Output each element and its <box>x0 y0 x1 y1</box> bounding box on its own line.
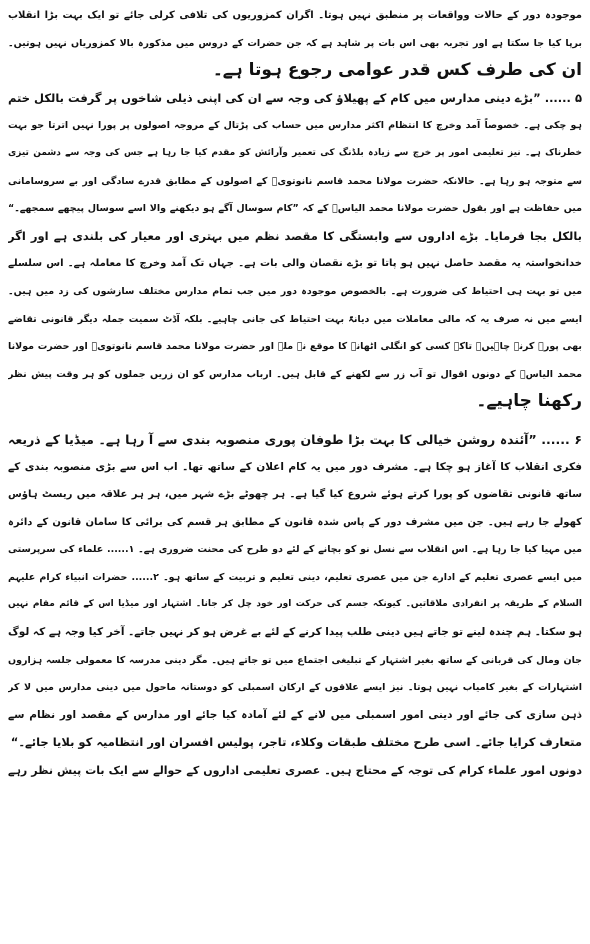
paragraph-closing <box>8 757 582 785</box>
text-line: جان ومال کی قربانی کے ساتھ بغیر اشتہار کے تبلیغی اجتماع میں تو جاتے ہیں۔ مگر دینی مدرسہ کا معمولی جلسہ ہزاروں <box>8 654 582 666</box>
paragraph-item-5 <box>8 85 582 416</box>
text-line: خطرناک ہے۔ نیز تعلیمی امور پر خرچ سے زیادہ بلڈنگ کی تعمیر وآرائش کو مقدم کیا جا رہا ہے جس کی وجہ سے دشمن تیزی <box>8 147 582 158</box>
text-line: میں تو بہت ہی احتیاط کی ضرورت ہے۔ بالخصوص موجودہ دور میں جب تمام مدارس مختلف سازشوں کی زد میں ہیں۔ <box>8 285 582 297</box>
text-line: محمد الیاسؒ کے دونوں اقوال تو آب زر سے لکھنے کے قابل ہیں۔ ارباب مدارس کو ان زریں جملوں کو ہر وقت پیش نظر <box>8 368 582 380</box>
text-line: رکھنا چاہیے۔ <box>476 391 582 412</box>
text-line: ۵ ...... ”بڑے دینی مدارس میں کام کے پھیلاؤ کی وجہ سے ان کی اپنی ذیلی شاخوں پر گرفت بالکل ختم <box>8 90 582 105</box>
text-line: ہو سکتا۔ ہم چندہ لینے تو جاتے ہیں دینی طلب پیدا کرنے کے لئے بے غرض ہو کر نہیں جاتے۔ آخر کیا وجہ ہے کہ لوگ <box>8 626 582 639</box>
text-line: میں ایسے عصری تعلیم کے ادارے جن میں عصری تعلیم، دینی تعلیم و تربیت کے ساتھ ہو۔ ۲...... حضرات انبیاء کرام علیہم <box>8 571 582 583</box>
text-line: متعارف کرایا جائے۔ اسی طرح مختلف طبقات وکلاء، تاجر، پولیس افسران اور انتظامیہ کو بلایا جائے۔“ <box>10 735 582 750</box>
text-line: خدانخواستہ یہ مقصد حاصل نہیں ہو پاتا تو بڑے نقصان والی بات ہے۔ جہاں تک آمد وخرچ کا معاملہ ہے۔ اس سلسلے <box>8 258 582 270</box>
text-line: بھی پورے کرنے چاہیں۔ تاکہ کسی کو انگلی اٹھانے کا موقع نہ ملے اور حضرت مولانا محمد قاسم نانوتویؒ اور حضرت مولانا <box>8 341 582 353</box>
text-line: ان کی طرف کس قدر عوامی رجوع ہوتا ہے۔ <box>212 60 582 81</box>
text-line: موجودہ دور کے حالات وواقعات پر منطبق نہیں ہوتا۔ اگران کمزوریوں کی تلافی کرلی جائے تو ایک بہت بڑا انقلاب <box>8 10 582 21</box>
text-line: میں مہیا کیا جا رہا ہے۔ اس انقلاب سے نسل نو کو بچانے کے لئے دو طرح کی محنت ضروری ہے۔ ۱...... علماء کی سرپرستی <box>8 544 582 556</box>
text-line: فکری انقلاب کا آغاز ہو چکا ہے۔ مشرف دور میں یہ کام اعلان کے ساتھ تھا۔ اب اس سے بڑی منصوبہ بندی کے <box>8 460 582 473</box>
text-line: ذہن سازی کی جائے اور دینی امور اسمبلی میں لانے کے لئے آمادہ کیا جائے اور مدارس کے مقصد اور نظام سے <box>8 708 582 721</box>
text-line: برپا کیا جا سکتا ہے اور تجربہ بھی اس بات پر شاہد ہے کہ جن حضرات کے دروس میں مذکورہ بالا کمزوریاں نہیں ہوتیں۔ <box>8 37 582 49</box>
text-line: کھولے جا رہے ہیں۔ جن میں مشرف دور کے پاس شدہ قانون کے مطابق ہر قسم کی برائی کا سامان قانون کے دائرہ <box>8 516 582 528</box>
paragraph-item-6 <box>8 426 582 757</box>
text-line: دونوں امور علماء کرام کی توجہ کے محتاج ہیں۔ عصری تعلیمی اداروں کے حوالے سے ایک بات پیش نظر رہے <box>8 764 582 778</box>
text-line: ایسے میں نہ صرف یہ کہ مالی معاملات میں دیانۃً بہت احتیاط کی جانی چاہیے۔ بلکہ آڈٹ سمیت جملہ دیگر قانونی تقاضے <box>8 313 582 325</box>
text-line: اشتہارات کے بغیر کامیاب نہیں ہوتا۔ نیز ایسے علاقوں کے ارکان اسمبلی کو دوستانہ ماحول میں دینی مدارس میں لا کر <box>8 682 582 694</box>
text-line: سے متوجہ ہو رہا ہے۔ حالانکہ حضرت مولانا محمد قاسم نانوتویؒ کے اصولوں کے مطابق قدرے سادگی اور بے سروسامانی <box>8 175 582 187</box>
text-line: میں حفاظت ہے اور بقول حضرت مولانا محمد الیاسؒ کے کہ ”کام سوسال آگے ہو دیکھنے والا اسے سوسال پیچھے سمجھے۔“ <box>8 203 582 215</box>
text-line: ۶ ...... ”آئندہ روشن خیالی کا بہت بڑا طوفان پوری منصوبہ بندی سے آ رہا ہے۔ میڈیا کے ذریعہ <box>8 431 582 447</box>
text-line: ساتھ قانونی تقاضوں کو پورا کرتے ہوئے شروع کیا گیا ہے۔ ہر چھوٹے بڑے شہر میں، ہر ہر علاقہ میں ریسٹ ہاؤس <box>8 489 582 501</box>
paragraph-1 <box>8 2 582 85</box>
text-line: بالکل بجا فرمایا۔ بڑے اداروں سے وابستگی کا مقصد نظم میں بہتری اور معیار کی بلندی ہے اور اگر <box>8 228 582 243</box>
text-line: السلام کے طریقہ پر انفرادی ملاقاتیں۔ کیونکہ جسم کی حرکت اور خود چل کر جانا۔ اشتہار اور میڈیا اس کے قائم مقام نہیں <box>8 599 582 610</box>
text-line: ہو چکی ہے۔ خصوصاً آمد وخرچ کا انتظام اکثر مدارس میں حساب کی پڑتال کے مروجہ اصولوں پر پورا نہیں اترتا جو بہت <box>8 120 582 132</box>
